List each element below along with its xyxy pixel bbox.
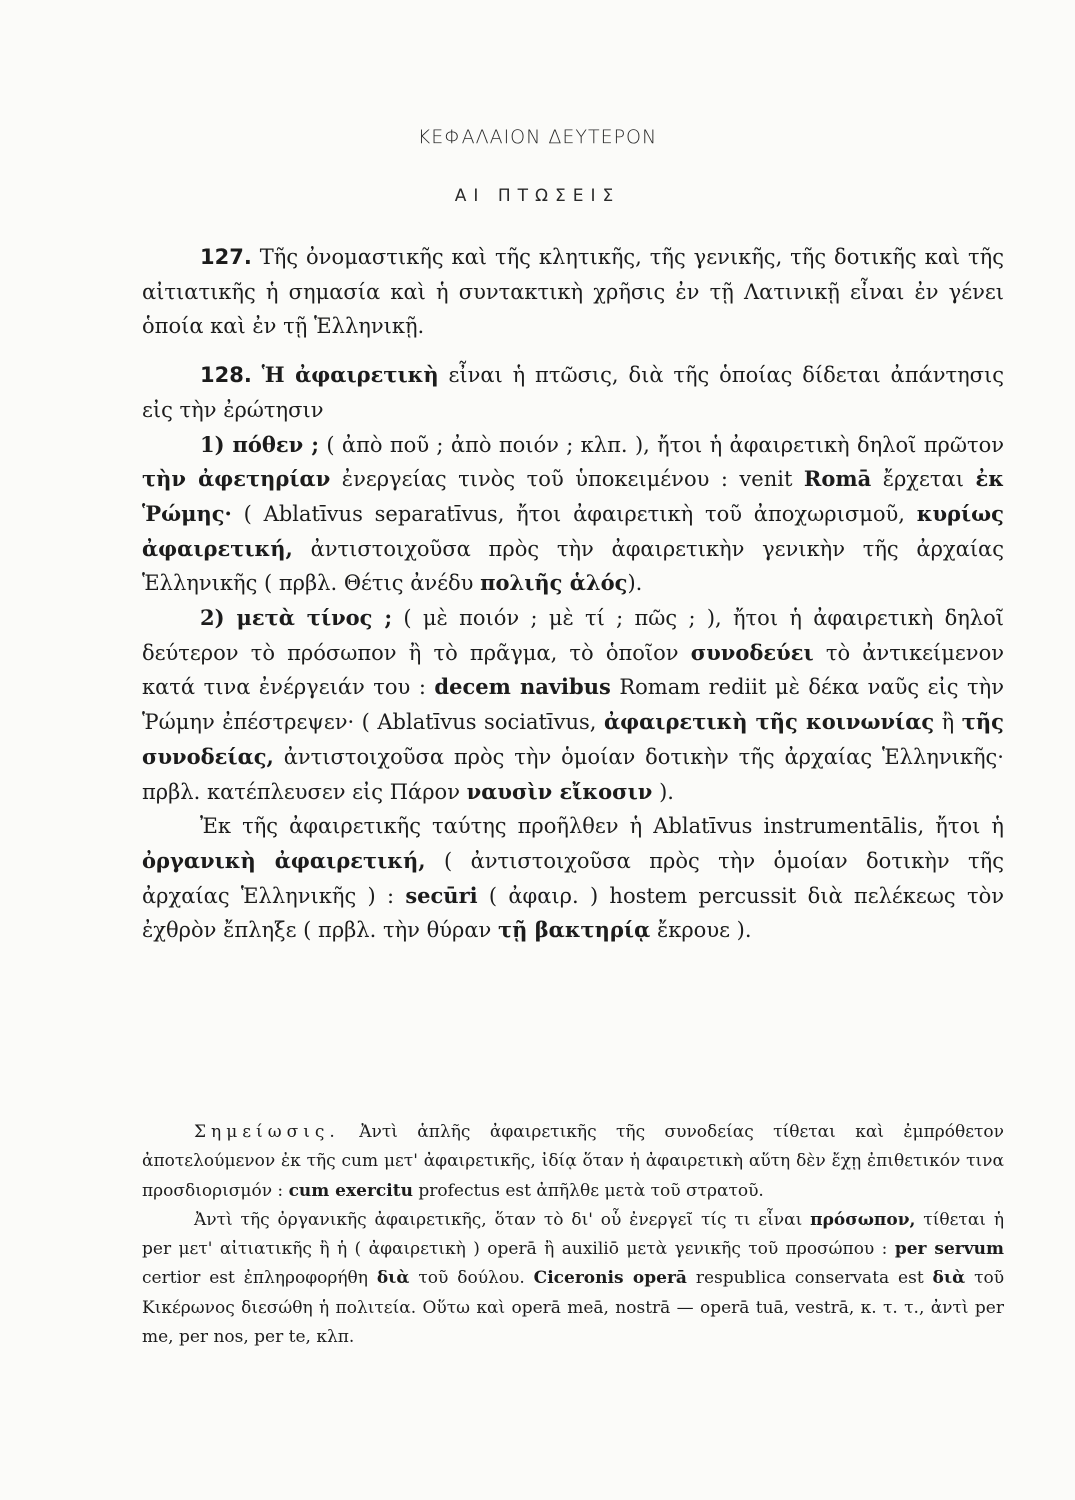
text-run: τίθεται ἡ per μετ' αἰτιατικῆς ἢ ἡ ( ἀφαιρετικὴ ) operā ἢ auxiliō μετὰ γενικῆς τοῦ προσώπου : xyxy=(142,1209,1004,1260)
text-run: Ἀντὶ τῆς ὀργανικῆς ἀφαιρετικῆς, ὅταν τὸ δι' οὗ ἐνεργεῖ τίς τι εἶναι xyxy=(194,1209,803,1230)
note-paragraph-2 xyxy=(142,1206,1004,1352)
text-run: ἢ xyxy=(941,710,955,735)
text-run: Ἀντὶ ἁπλῆς ἀφαιρετικῆς τῆς συνοδείας τίθεται καὶ ἐμπρόθετον ἀποτελούμενον ἐκ τῆς cum μετ' ἀφαιρετικῆς, ἰδίᾳ ὅταν ἡ ἀφαιρετικὴ αὕτη δὲν ἔχῃ ἐπιθετικόν τινα προσδιορισμόν : xyxy=(142,1122,1004,1201)
paragraph-127 xyxy=(142,240,1004,344)
text-run: ἔκρουε ). xyxy=(656,918,752,943)
text-run: ἀντιστοιχοῦσα πρὸς τὴν ὁμοίαν δοτικὴν τῆς ἀρχαίας Ἑλληνικῆς· πρβλ. κατέπλευσεν εἰς Πάρον xyxy=(142,744,1004,804)
bold-term: διὰ xyxy=(932,1268,966,1289)
bold-term: ὀργανικὴ ἀφαιρετική, xyxy=(142,847,426,873)
question-word: 2) μετὰ τίνος ; xyxy=(200,605,393,631)
section-title: ΑΙ ΠΤΩΣΕΙΣ xyxy=(454,186,621,206)
text-run: τοῦ Κικέρωνος διεσώθη ἡ πολιτεία. Οὕτω καὶ operā meā, nostrā — operā tuā, vestrā, κ. τ. τ., ἀντὶ per me, per nos, per te, κλπ. xyxy=(142,1268,1005,1348)
bold-term: Ἡ ἀφαιρετικὴ xyxy=(261,362,439,388)
text-run: ( Ablatīvus separatīvus, ἤτοι ἀφαιρετικὴ τοῦ ἀποχωρισμοῦ, xyxy=(243,501,905,526)
paragraph-number: 127. xyxy=(200,245,252,269)
text-run: Romam rediit μὲ δέκα ναῦς εἰς τὴν Ῥώμην ἐπέστρεψεν· ( Ablatīvus sociatīvus, xyxy=(142,675,1004,735)
paragraph-text: εἶναι ἡ πτῶσις, διὰ τῆς ὁποίας δίδεται ἀπάντησις εἰς τὴν ἐρώτησιν xyxy=(142,363,1004,422)
bold-term: πρόσωπον, xyxy=(810,1209,916,1230)
bold-term: πολιῆς ἁλός xyxy=(480,570,628,596)
list-item-meta-tinos xyxy=(142,601,1004,809)
text-run: respublica conservata est xyxy=(695,1268,924,1289)
text-run: ἐνεργείας τινὸς τοῦ ὑποκειμένου : venit xyxy=(341,467,793,492)
note-section xyxy=(142,1118,1004,1352)
bold-term: ἐκ Ῥώμης· xyxy=(142,466,1004,526)
text-run: ἔρχεται xyxy=(882,467,964,492)
bold-term: ναυσὶν εἴκοσιν xyxy=(466,778,653,804)
bold-term: secūri xyxy=(405,882,478,908)
note-paragraph-1 xyxy=(142,1118,1004,1206)
paragraph-128 xyxy=(142,358,1004,427)
bold-term: per servum xyxy=(894,1239,1004,1260)
text-run: ( ἀντιστοιχοῦσα πρὸς τὴν ὁμοίαν δοτικὴν τῆς ἀρχαίας Ἑλληνικῆς ) : xyxy=(142,848,1004,908)
bold-term: cum exercitu xyxy=(288,1180,413,1201)
bold-term: decem navibus xyxy=(434,674,611,700)
text-run: ( μὲ ποιόν ; μὲ τί ; πῶς ; ), ἤτοι ἡ ἀφαιρετικὴ δηλοῖ δεύτερον τὸ πρόσωπον ἢ τὸ πρᾶγμα, τὸ ὁποῖον xyxy=(142,606,1004,665)
main-text xyxy=(142,240,1004,948)
paragraph-text: Τῆς ὀνομαστικῆς καὶ τῆς κλητικῆς, τῆς γενικῆς, τῆς δοτικῆς καὶ τῆς αἰτιατικῆς ἡ σημασία καὶ ἡ συντακτικὴ χρῆσις ἐν τῇ Λατινικῇ εἶναι ἐν γένει ὁποία καὶ ἐν τῇ Ἑλληνικῇ. xyxy=(142,245,1005,339)
text-run: profectus est ἀπῆλθε μετὰ τοῦ στρατοῦ. xyxy=(418,1180,764,1201)
list-item-pothen xyxy=(142,428,1004,602)
text-run: ). xyxy=(627,571,643,596)
text-run: ). xyxy=(659,779,674,804)
bold-term: κυρίως ἀφαιρετική, xyxy=(142,500,1004,561)
text-run: Ἐκ τῆς ἀφαιρετικῆς ταύτης προῆλθεν ἡ Ablatīvus instrumentālis, ἤτοι ἡ xyxy=(200,814,1004,839)
bold-term: τῆς συνοδείας, xyxy=(142,709,1004,769)
text-run: ( ἀφαιρ. ) hostem percussit διὰ πελέκεως τὸν ἐχθρὸν ἔπληξε ( πρβλ. τὴν θύραν xyxy=(142,883,1004,943)
chapter-title: ΚΕΦΑΛΑΙΟΝ ΔΕΥΤΕΡΟΝ xyxy=(417,126,658,148)
note-label: Σημείωσις. xyxy=(194,1122,340,1142)
text-run: ( ἀπὸ ποῦ ; ἀπὸ ποιόν ; κλπ. ), ἤτοι ἡ ἀφαιρετικὴ δηλοῖ πρῶτον xyxy=(326,432,1004,457)
text-run: τοῦ δούλου. xyxy=(418,1268,525,1289)
text-run: τὸ ἀντικείμενον κατά τινα ἐνέργειάν του : xyxy=(142,640,1004,700)
paragraph-instrumentalis xyxy=(142,809,1004,948)
bold-term: Ciceronis operā xyxy=(533,1268,687,1289)
paragraph-number: 128. xyxy=(200,363,252,388)
bold-term: Romā xyxy=(803,466,872,492)
bold-term: διὰ xyxy=(376,1268,410,1289)
bold-term: τὴν ἀφετηρίαν xyxy=(142,466,331,492)
bold-term: τῇ βακτηρίᾳ xyxy=(498,917,651,943)
bold-term: ἀφαιρετικὴ τῆς κοινωνίας xyxy=(603,709,935,735)
text-run: ἀντιστοιχοῦσα πρὸς τὴν ἀφαιρετικὴν γενικὴν τῆς ἀρχαίας Ἑλληνικῆς ( πρβλ. Θέτις ἀνέδυ xyxy=(142,536,1005,596)
question-word: 1) πόθεν ; xyxy=(200,431,319,457)
text-run: certior est ἐπληροφορήθη xyxy=(142,1268,368,1289)
bold-term: συνοδεύει xyxy=(690,639,814,665)
